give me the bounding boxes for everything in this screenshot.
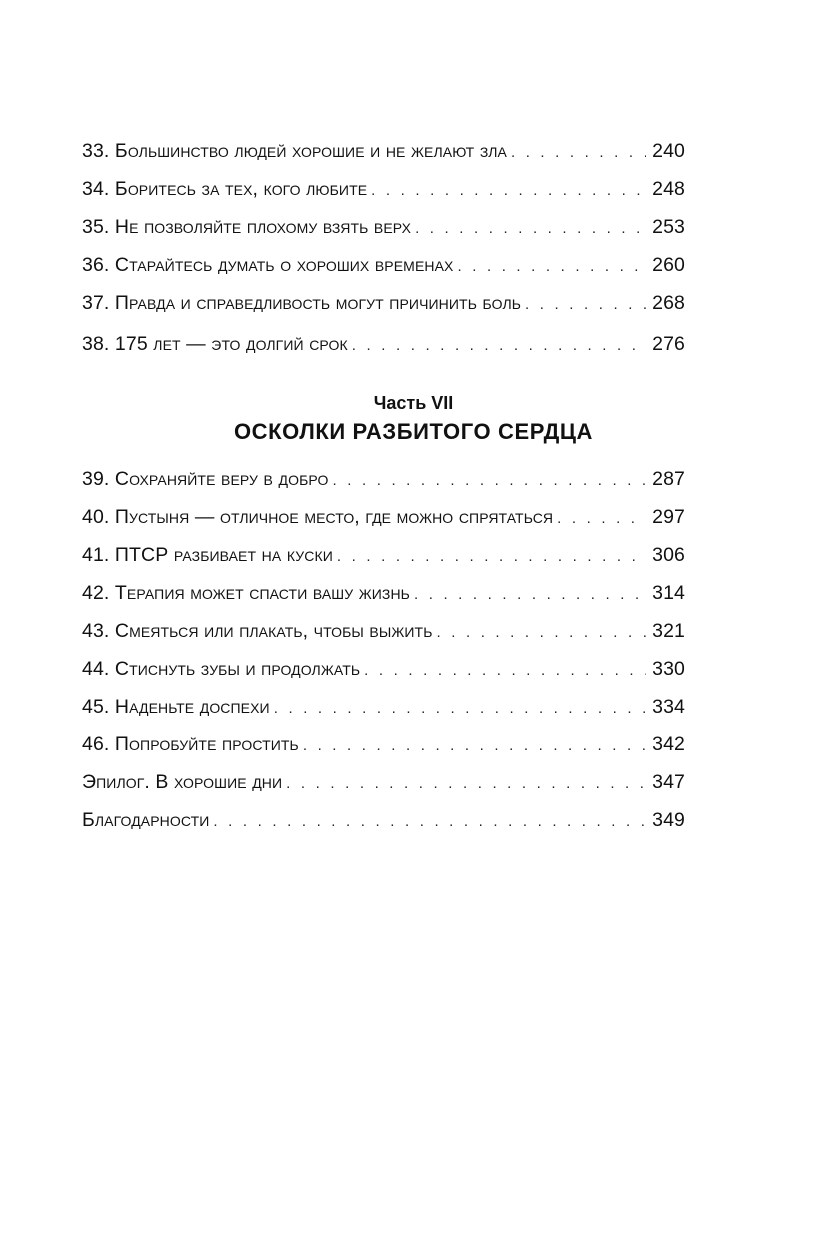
entry-page-number: 347 <box>652 771 685 793</box>
part-title: ОСКОЛКИ РАЗБИТОГО СЕРДЦА <box>233 419 594 444</box>
entry-title: 38. 175 лет — это долгий срок <box>82 333 348 355</box>
entry-page-number: 276 <box>652 333 685 355</box>
toc-entry[interactable] <box>82 580 685 606</box>
entry-title: 40. Пустыня — отличное место, где можно спрятаться <box>82 506 554 528</box>
dot-leader <box>364 658 646 684</box>
dot-leader <box>436 620 646 646</box>
entry-title: 43. Смеяться или плакать, чтобы выжить <box>82 620 433 642</box>
toc-entry[interactable] <box>82 252 685 278</box>
dot-leader <box>511 140 646 166</box>
entry-page-number: 240 <box>652 140 685 162</box>
toc-entry[interactable] <box>82 504 685 530</box>
entry-page-number: 253 <box>652 216 685 238</box>
toc-entry[interactable] <box>82 176 685 202</box>
dot-leader <box>274 696 646 722</box>
entry-page-number: 248 <box>652 178 685 200</box>
entry-title: 45. Наденьте доспехи <box>82 696 270 718</box>
entry-title: 41. ПТСР разбивает на куски <box>82 544 333 566</box>
entry-title: 42. Терапия может спасти вашу жизнь <box>82 582 410 604</box>
toc-entry[interactable] <box>82 731 685 757</box>
dot-leader <box>415 216 646 242</box>
entry-title: 36. Старайтесь думать о хороших временах <box>82 254 454 276</box>
toc-entry[interactable] <box>82 138 685 164</box>
entry-title: 35. Не позволяйте плохому взять верх <box>82 216 412 238</box>
toc-entry[interactable] <box>82 331 685 357</box>
entry-page-number: 260 <box>652 254 685 276</box>
toc-entry[interactable] <box>82 214 685 240</box>
entry-page-number: 334 <box>652 696 685 718</box>
dot-leader <box>371 178 646 204</box>
dot-leader <box>337 544 646 570</box>
dot-leader <box>303 733 646 759</box>
entry-title: 33. Большинство людей хорошие и не желают зла <box>82 140 507 162</box>
entry-page-number: 314 <box>652 582 685 604</box>
dot-leader <box>525 292 646 318</box>
entry-page-number: 268 <box>652 292 685 314</box>
entry-page-number: 349 <box>652 809 685 831</box>
entry-page-number: 342 <box>652 733 685 755</box>
toc-entry[interactable] <box>82 656 685 682</box>
entry-title: 34. Боритесь за тех, кого любите <box>82 178 368 200</box>
dot-leader <box>286 771 646 797</box>
dot-leader <box>557 506 646 532</box>
entry-page-number: 330 <box>652 658 685 680</box>
entry-title: 37. Правда и справедливость могут причинить боль <box>82 292 522 314</box>
entry-page-number: 306 <box>652 544 685 566</box>
toc-entry[interactable] <box>82 466 685 492</box>
dot-leader <box>457 254 646 280</box>
toc-entry[interactable] <box>82 807 685 833</box>
entry-title: Благодарности <box>82 809 210 831</box>
entry-title: 44. Стиснуть зубы и продолжать <box>82 658 361 680</box>
entry-page-number: 287 <box>652 468 685 490</box>
part-label: Часть VII <box>373 393 454 413</box>
dot-leader <box>213 809 646 835</box>
toc-entry[interactable] <box>82 618 685 644</box>
entry-title: 39. Сохраняйте веру в добро <box>82 468 329 490</box>
entry-page-number: 321 <box>652 620 685 642</box>
entry-title: 46. Попробуйте простить <box>82 733 299 755</box>
toc-entry[interactable] <box>82 769 685 795</box>
toc-entry[interactable] <box>82 694 685 720</box>
entry-title: Эпилог. В хорошие дни <box>82 771 283 793</box>
dot-leader <box>333 468 647 494</box>
dot-leader <box>352 333 646 359</box>
entry-page-number: 297 <box>652 506 685 528</box>
toc-entry[interactable] <box>82 290 685 316</box>
dot-leader <box>414 582 646 608</box>
toc-entry[interactable] <box>82 542 685 568</box>
